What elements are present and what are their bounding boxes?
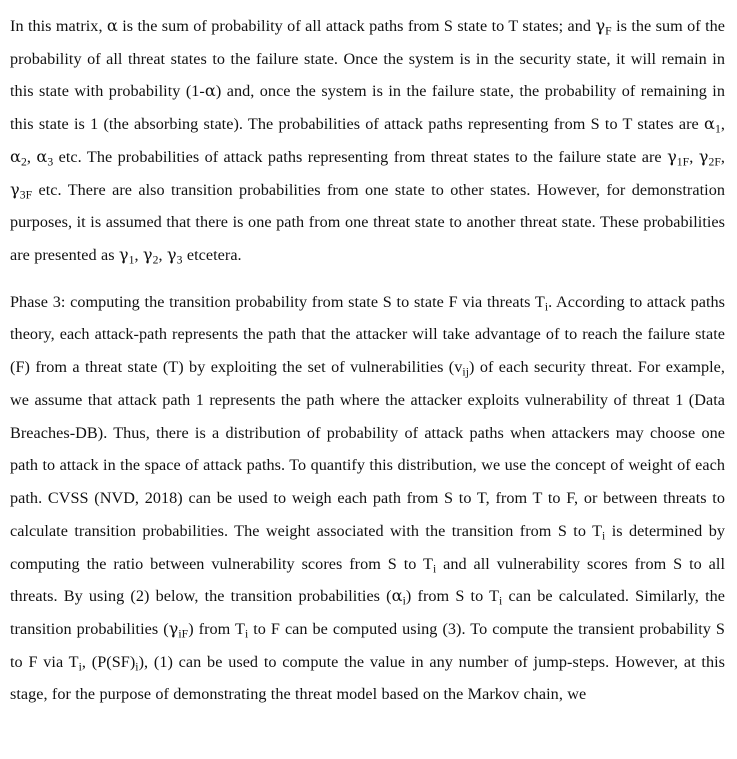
paragraph-phase-3: Phase 3: computing the transition probability from state S to state F via threats $T_i$. According to attack paths theory, each attack-path represents the path that the attacker will take advantage of to reach the failure state (F) from a threat state (T) by exploiting the set of vulnerabilities $(v_{ij})$ of each security threat. For example, we assume that attack path 1 represents the path where the attacker exploits vulnerability of threat 1 (Data Breaches-DB). Thus, there is a distribution of probability of attack paths when attackers may choose one path to attack in the space of attack paths. To quantify this distribution, we use the concept of weight of each path. CVSS (NVD, 2018) can be used to weigh each path from S to T, from T to F, or between threats to calculate transition probabilities. The weight associated with the transition from S to $T_i$ is determined by computing the ratio between vulnerability scores from S to $T_i$ and all vulnerability scores from S to all threats. By using (2) below, the transition probabilities $(\alpha_i)$ from S to $T_i$ can be calculated. Similarly, the transition probabilities $(\gamma_{iF})$ from $T_i$ to F can be computed using (3). To compute the transient probability S to F via $T_i$, $(P(SF)_i)$, (1) can be used to compute the value in any number of jump-steps. However, at this stage, for the purpose of demonstrating the threat model based on the Markov chain, we (10, 292, 726, 704)
paragraph-matrix-definition: In this matrix, α is the sum of probability of all attack paths from S state to T states; and $\gamma_F$ is the sum of the probability of all threat states to the failure state. Once the system is in the security state, it will remain in this state with probability (1-α) and, once the system is in the failure state, the probability of remaining in this state is 1 (the absorbing state). The probabilities of attack paths representing from S to T states are $\alpha_1$, $\alpha_2$, $\alpha_3$ etc. The probabilities of attack paths representing from threat states to the failure state are $\gamma_{1F}$, $\gamma_{2F}$, $\gamma_{3F}$ etc. There are also transition probabilities from one state to other states. However, for demonstration purposes, it is assumed that there is one path from one threat state to another threat state. These probabilities are presented as $\gamma_1$, $\gamma_2$, $\gamma_3$ etcetera. (10, 16, 725, 267)
